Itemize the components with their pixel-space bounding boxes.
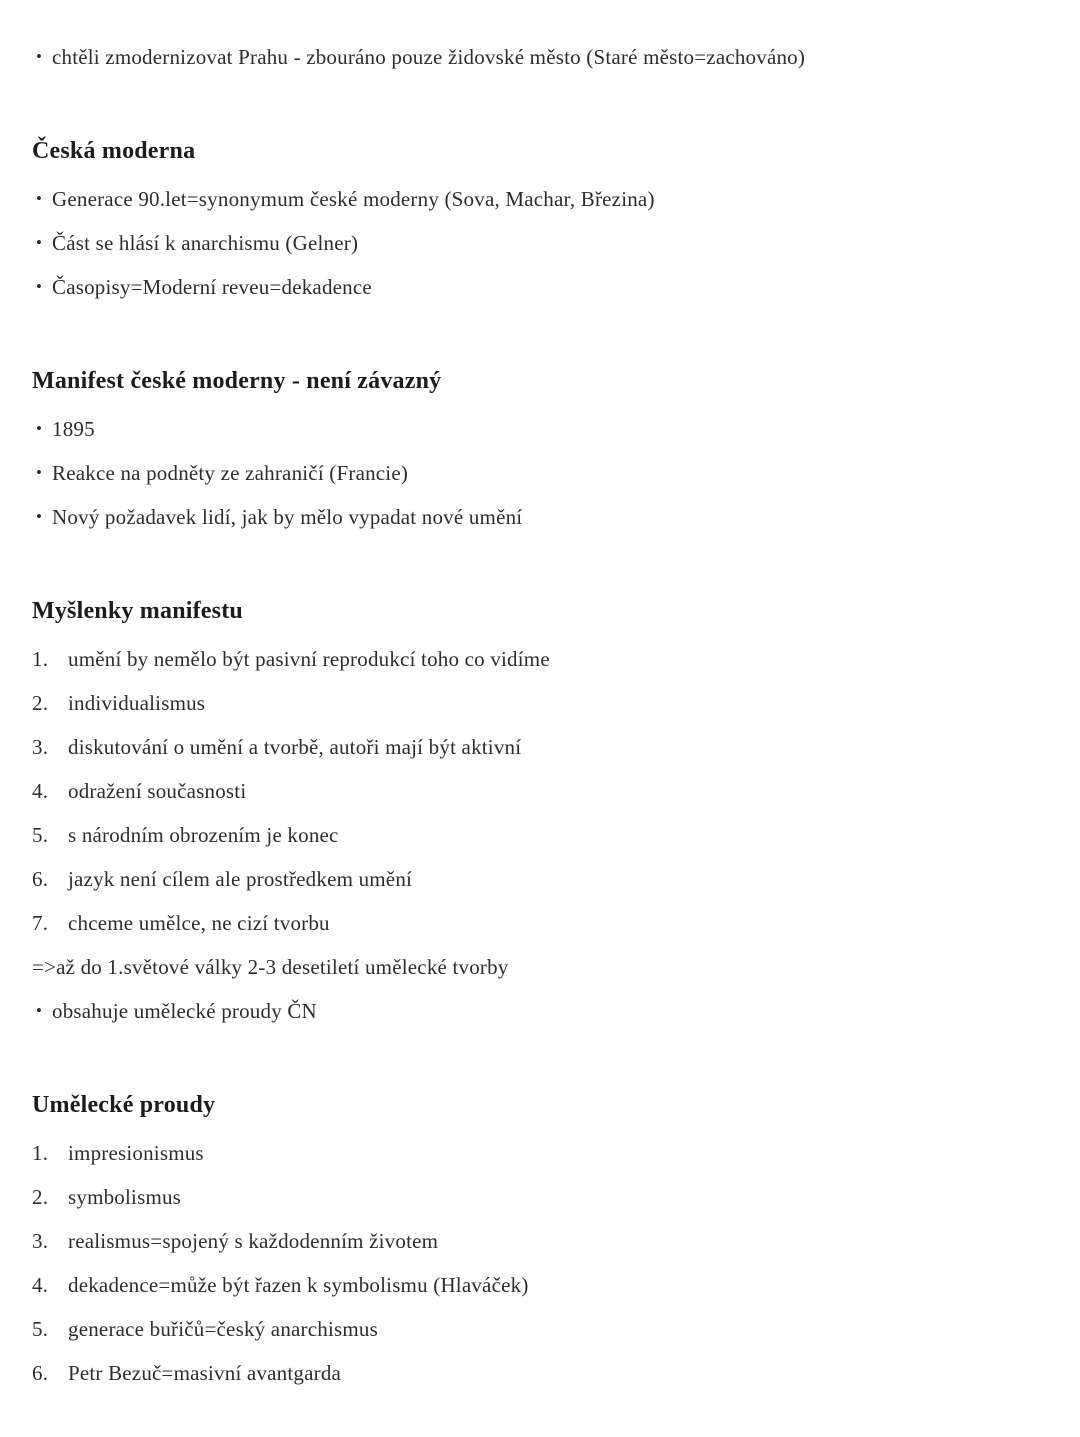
- section-title: Myšlenky manifestu: [32, 598, 243, 624]
- bullet-marker: •: [36, 419, 43, 438]
- number-marker: 1.: [32, 1141, 49, 1165]
- list-item-text: jazyk není cílem ale prostředkem umění: [68, 867, 413, 891]
- number-marker: 2.: [32, 1185, 49, 1209]
- number-marker: 2.: [32, 691, 49, 715]
- numbered-item: [32, 645, 1036, 673]
- list-item: [32, 997, 1036, 1025]
- numbered-item: [32, 1359, 1036, 1387]
- numbered-item: [32, 909, 1036, 937]
- number-marker: 6.: [32, 1361, 49, 1385]
- list-item-text: dekadence=může být řazen k symbolismu (Hlaváček): [68, 1273, 529, 1297]
- numbered-item: [32, 1139, 1036, 1167]
- numbered-item: [32, 1271, 1036, 1299]
- list-item-text: Časopisy=Moderní reveu=dekadence: [52, 275, 372, 299]
- numbered-item: [32, 733, 1036, 761]
- list-item: [32, 415, 1036, 443]
- bullet-marker: •: [36, 189, 43, 208]
- list-item-text: odražení současnosti: [68, 779, 247, 803]
- bullet-marker: •: [36, 233, 43, 252]
- list-item-text: Generace 90.let=synonymum české moderny (Sova, Machar, Březina): [52, 187, 655, 211]
- list-item-text: 1895: [52, 417, 95, 441]
- list-item-text: chtěli zmodernizovat Prahu - zbouráno pouze židovské město (Staré město=zachováno): [52, 45, 806, 69]
- numbered-item: [32, 777, 1036, 805]
- list-item-text: Nový požadavek lidí, jak by mělo vypadat nové umění: [52, 505, 523, 529]
- numbered-item: [32, 689, 1036, 717]
- bullet-marker: •: [36, 47, 43, 66]
- number-marker: 3.: [32, 735, 49, 759]
- numbered-item: [32, 865, 1036, 893]
- section-title: Manifest české moderny - není závazný: [32, 368, 442, 394]
- bullet-marker: •: [36, 463, 43, 482]
- number-marker: 7.: [32, 911, 49, 935]
- list-item-text: obsahuje umělecké proudy ČN: [52, 999, 317, 1023]
- list-item: [32, 43, 1036, 71]
- list-item: [32, 503, 1036, 531]
- number-marker: 5.: [32, 823, 49, 847]
- list-item-text: diskutování o umění a tvorbě, autoři mají být aktivní: [68, 735, 522, 759]
- bullet-marker: •: [36, 277, 43, 296]
- list-item-text: Petr Bezuč=masivní avantgarda: [68, 1361, 342, 1385]
- conclusion-note: =>až do 1.světové války 2-3 desetiletí umělecké tvorby: [32, 955, 509, 979]
- numbered-item: [32, 1315, 1036, 1343]
- number-marker: 1.: [32, 647, 49, 671]
- section-title: Umělecké proudy: [32, 1092, 216, 1118]
- list-item-text: individualismus: [68, 691, 206, 715]
- bullet-marker: •: [36, 507, 43, 526]
- list-item-text: umění by nemělo být pasivní reprodukcí toho co vidíme: [68, 647, 550, 671]
- section-title: Česká moderna: [32, 138, 196, 164]
- list-item-text: Část se hlásí k anarchismu (Gelner): [52, 231, 359, 255]
- number-marker: 4.: [32, 1273, 49, 1297]
- list-item: [32, 459, 1036, 487]
- list-item-text: generace buřičů=český anarchismus: [68, 1317, 378, 1341]
- numbered-item: [32, 821, 1036, 849]
- number-marker: 5.: [32, 1317, 49, 1341]
- list-item-text: Reakce na podněty ze zahraničí (Francie): [52, 461, 409, 485]
- list-item-text: realismus=spojený s každodenním životem: [68, 1229, 439, 1253]
- number-marker: 6.: [32, 867, 49, 891]
- numbered-item: [32, 1183, 1036, 1211]
- number-marker: 3.: [32, 1229, 49, 1253]
- list-item-text: s národním obrozením je konec: [68, 823, 339, 847]
- number-marker: 4.: [32, 779, 49, 803]
- numbered-item: [32, 1227, 1036, 1255]
- list-item-text: impresionismus: [68, 1141, 204, 1165]
- list-item: [32, 229, 1036, 257]
- list-item: [32, 273, 1036, 301]
- list-item-text: symbolismus: [68, 1185, 182, 1209]
- list-item-text: chceme umělce, ne cizí tvorbu: [68, 911, 330, 935]
- bullet-marker: •: [36, 1001, 43, 1020]
- list-item: [32, 185, 1036, 213]
